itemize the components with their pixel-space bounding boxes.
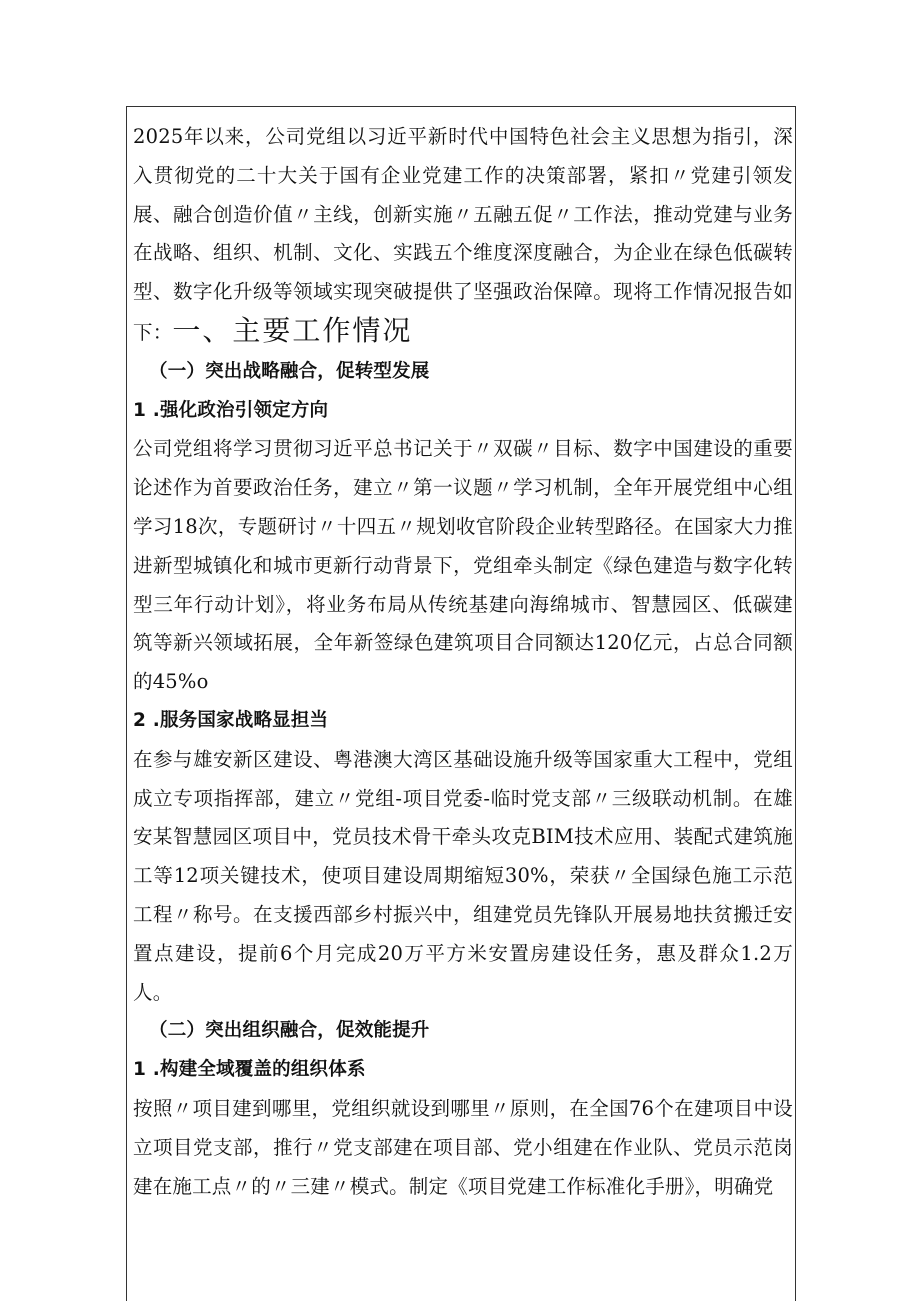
item-heading-organization-system: 1 .构建全域覆盖的组织体系 (133, 1059, 366, 1081)
paragraph-national-strategy: 在参与雄安新区建设、粤港澳大湾区基础设施升级等国家重大工程中，党组成立专项指挥部，建立〃党组-项目党委-临时党支部〃三级联动机制。在雄安某智慧园区项目中，党员技术骨干牵头攻克BIM技术应用、装配式建筑施工等12项关键技术，使项目建设周期缩短30%，荣获〃全国绿色施工示范工程〃称号。在支援西部乡村振兴中，组建党员先锋队开展易地扶贫搬迁安置点建设，提前6个月完成20万平方米安置房建设任务，惠及群众1.2万人。 (133, 747, 793, 1004)
paragraph-political-guidance: 公司党组将学习贯彻习近平总书记关于〃双碳〃目标、数字中国建设的重要论述作为首要政治任务，建立〃第一议题〃学习机制，全年开展党组中心组学习18次，专题研讨〃十四五〃规划收官阶段企业转型路径。在国家大力推进新型城镇化和城市更新行动背景下，党组牵头制定《绿色建造与数字化转型三年行动计划》，将业务布局从传统基建向海绵城市、智慧园区、低碳建筑等新兴领域拓展，全年新签绿色建筑项目合同额达120亿元，占总合同额的45%o (133, 437, 793, 694)
item-heading-political-guidance: 1 .强化政治引领定方向 (133, 399, 329, 421)
intro-paragraph (133, 118, 793, 353)
item-heading-national-strategy: 2 .服务国家战略显担当 (133, 709, 329, 731)
subsection-heading-strategy: （一）突出战略融合，促转型发展 (149, 360, 430, 382)
intro-text: 2025年以来，公司党组以习近平新时代中国特色社会主义思想为指引，深入贯彻党的二十大关于国有企业党建工作的决策部署，紧扣〃党建引领发展、融合创造价值〃主线，创新实施〃五融五促〃工作法，推动党建与业务在战略、组织、机制、文化、实践五个维度深度融合，为企业在绿色低碳转型、数字化升级等领域实现突破提供了坚强政治保障。现将工作情况报告如下： (133, 125, 793, 344)
paragraph-organization-system: 按照〃项目建到哪里，党组织就设到哪里〃原则，在全国76个在建项目中设立项目党支部，推行〃党支部建在项目部、党小组建在作业队、党员示范岗建在施工点〃的〃三建〃模式。制定《项目党建工作标准化手册》，明确党 (133, 1096, 793, 1198)
section-heading-main: 一、主要工作情况 (172, 313, 413, 347)
subsection-heading-organization: （二）突出组织融合，促效能提升 (149, 1020, 430, 1042)
document-body (133, 118, 793, 1206)
